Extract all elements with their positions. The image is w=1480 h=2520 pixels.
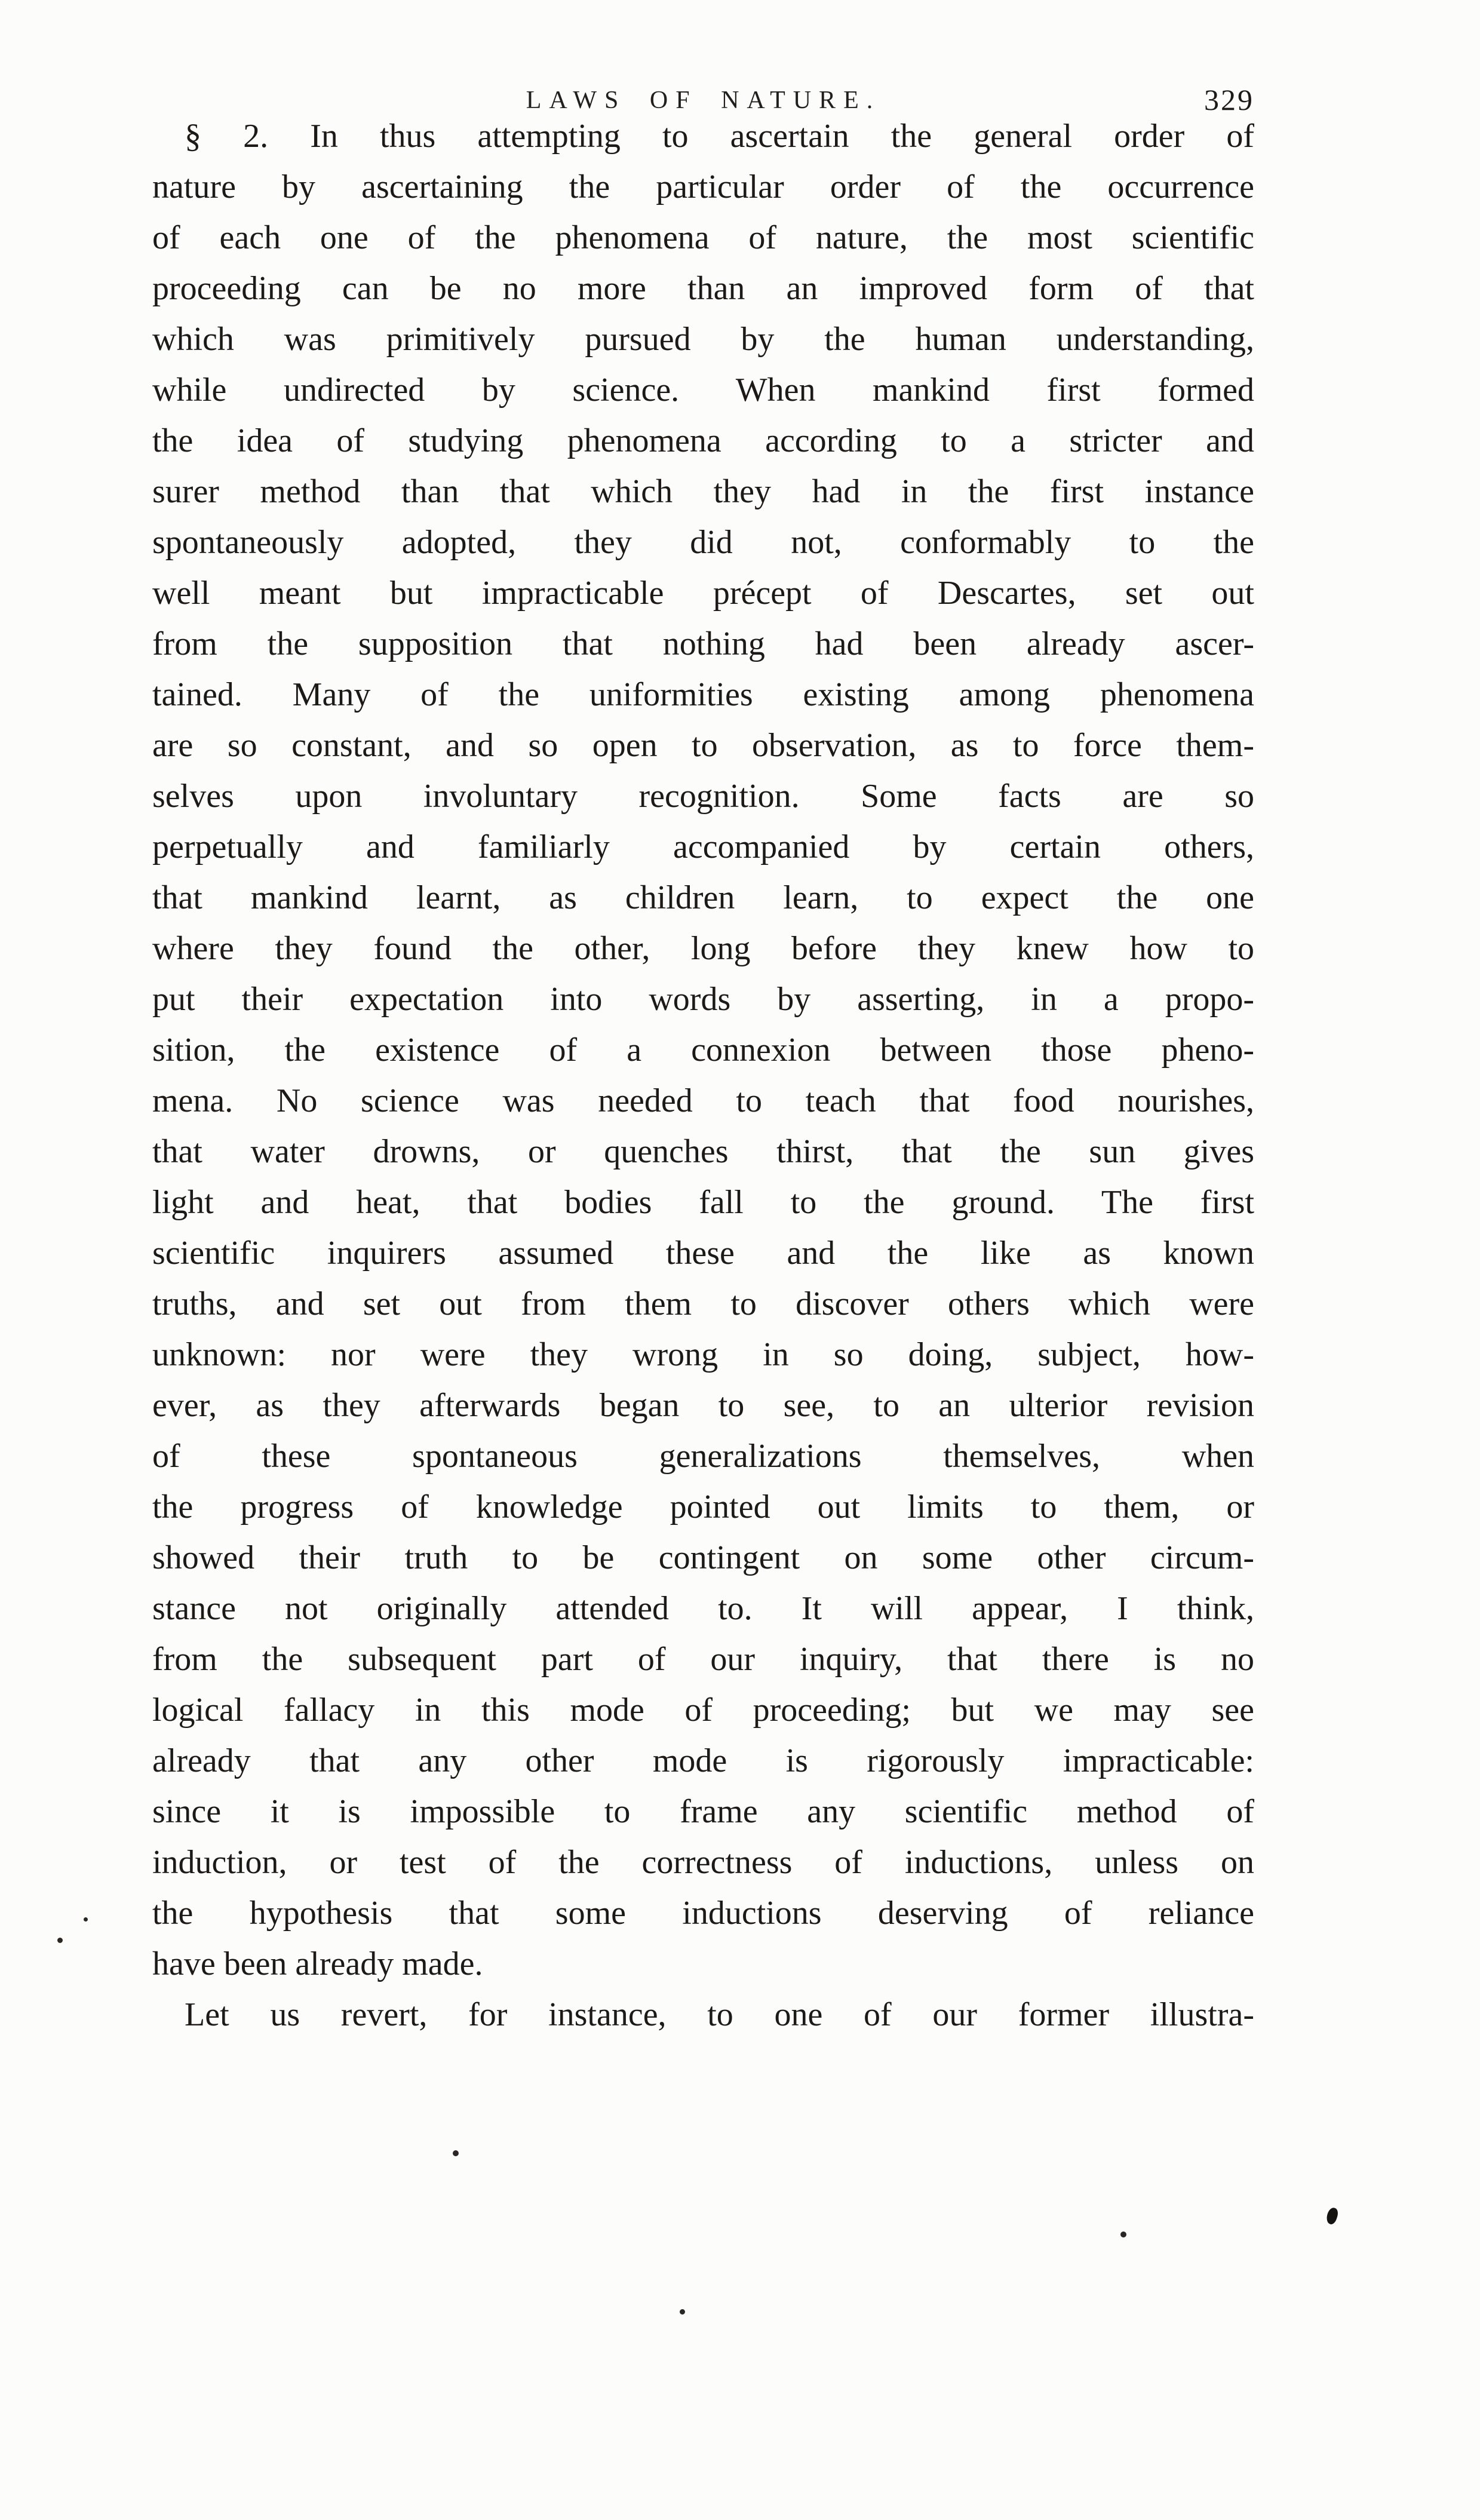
text-line: proceeding can be no more than an improved form of that [152,270,1254,307]
text-line: where they found the other, long before they knew how to [152,930,1254,967]
text-line: well meant but impracticable précept of Descartes, set out [152,575,1254,612]
body-text [152,111,1254,2040]
text-line: which was primitively pursued by the human understanding, [152,321,1254,358]
text-line: induction, or test of the correctness of inductions, unless on [152,1844,1254,1881]
text-line: tained. Many of the uniformities existing among phenomena [152,676,1254,713]
text-line: the progress of knowledge pointed out limits to them, or [152,1488,1254,1525]
text-line: mena. No science was needed to teach that food nourishes, [152,1082,1254,1119]
text-line: spontaneously adopted, they did not, conformably to the [152,524,1254,561]
scan-speck [453,2150,459,2156]
text-line: while undirected by science. When mankind first formed [152,372,1254,409]
text-line: have been already made. [152,1945,483,1982]
text-line: the hypothesis that some inductions deserving of reliance [152,1895,1254,1932]
text-line: from the subsequent part of our inquiry, that there is no [152,1641,1254,1678]
text-line: Let us revert, for instance, to one of our former illustra- [185,1996,1254,2033]
text-line: already that any other mode is rigorously impracticable: [152,1742,1254,1779]
text-line: perpetually and familiarly accompanied by certain others, [152,828,1254,865]
scan-speck [1120,2232,1126,2237]
text-line: light and heat, that bodies fall to the ground. The first [152,1184,1254,1221]
text-line: logical fallacy in this mode of proceeding; but we may see [152,1692,1254,1729]
scan-speck [680,2309,685,2315]
text-line: of each one of the phenomena of nature, the most scientific [152,219,1254,256]
scan-speck [57,1938,63,1943]
text-line: showed their truth to be contingent on some other circum- [152,1539,1254,1576]
text-line: the idea of studying phenomena according to a stricter and [152,422,1254,459]
text-line: put their expectation into words by asserting, in a propo- [152,981,1254,1018]
text-line: that water drowns, or quenches thirst, that the sun gives [152,1133,1254,1170]
text-line: selves upon involuntary recognition. Some facts are so [152,778,1254,815]
text-line: surer method than that which they had in the first instance [152,473,1254,510]
scan-speck [84,1917,88,1922]
text-line: truths, and set out from them to discover others which were [152,1285,1254,1322]
text-line: since it is impossible to frame any scientific method of [152,1793,1254,1830]
page-number: 329 [1204,83,1254,116]
text-line: stance not originally attended to. It will appear, I think, [152,1590,1254,1627]
text-line: scientific inquirers assumed these and the like as known [152,1235,1254,1272]
text-line: nature by ascertaining the particular order of the occurrence [152,168,1254,205]
text-line: unknown: nor were they wrong in so doing, subject, how- [152,1336,1254,1373]
text-line: of these spontaneous generalizations themselves, when [152,1438,1254,1475]
text-line: that mankind learnt, as children learn, to expect the one [152,879,1254,916]
text-line: from the supposition that nothing had been already ascer- [152,625,1254,662]
page-header-title: LAWS OF NATURE. [526,87,881,114]
text-line: ever, as they afterwards began to see, to an ulterior revision [152,1387,1254,1424]
text-line: § 2. In thus attempting to ascertain the general order of [185,118,1254,155]
scan-ink-blob [1325,2206,1340,2226]
text-line: are so constant, and so open to observation, as to force them- [152,727,1254,764]
text-line: sition, the existence of a connexion between those pheno- [152,1032,1254,1069]
